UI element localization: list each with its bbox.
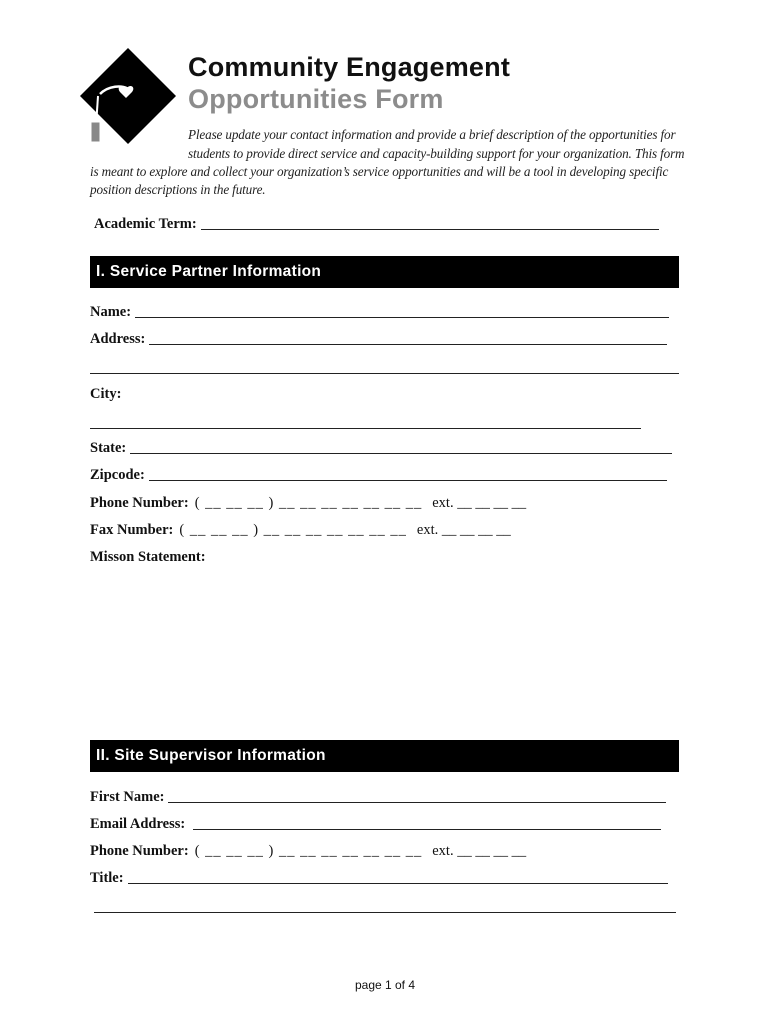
name-label: Name: — [90, 304, 132, 320]
section-site-supervisor-header: II. Site Supervisor Information — [90, 740, 679, 772]
academic-term-field[interactable] — [201, 228, 659, 230]
academic-term-row — [94, 216, 659, 233]
intro-line-3: is meant to explore and collect your organization’s service opportunities and will be a tool in developing specific — [90, 164, 669, 179]
state-row — [90, 440, 672, 457]
title-row — [90, 870, 668, 887]
zipcode-field[interactable] — [149, 479, 667, 481]
name-row — [90, 304, 669, 321]
mission-textarea[interactable] — [90, 572, 679, 732]
intro-line-4: position descriptions in the future. — [90, 182, 266, 197]
zipcode-label: Zipcode: — [90, 467, 145, 483]
address-field[interactable] — [149, 343, 667, 345]
email-row — [90, 816, 661, 833]
phone-field[interactable]: ( __ __ __ ) __ __ __ __ __ __ __ — [194, 495, 423, 511]
logo-graduation-heart-icon — [78, 46, 178, 146]
mission-label: Misson Statement: — [90, 549, 206, 565]
email-label: Email Address: — [90, 816, 186, 832]
supervisor-phone-ext-field[interactable]: ext. __ __ __ __ — [432, 843, 527, 859]
city-field[interactable] — [90, 428, 641, 429]
phone-ext-field[interactable]: ext. __ __ __ __ — [432, 495, 527, 511]
email-field[interactable] — [193, 828, 661, 830]
academic-term-label: Academic Term: — [94, 216, 197, 232]
state-field[interactable] — [130, 452, 672, 454]
page-subtitle: Opportunities Form — [188, 84, 444, 114]
supervisor-phone-field[interactable]: ( __ __ __ ) __ __ __ __ __ __ __ — [194, 843, 423, 859]
section-service-partner-header: I. Service Partner Information — [90, 256, 679, 288]
fax-ext-field[interactable]: ext. __ __ __ __ — [416, 522, 511, 538]
title-line-2-field[interactable] — [94, 912, 676, 913]
first-name-row — [90, 789, 666, 806]
address-row — [90, 331, 667, 348]
fax-row — [90, 522, 511, 539]
supervisor-phone-label: Phone Number: — [90, 843, 189, 859]
supervisor-phone-row — [90, 843, 526, 860]
address-line-2-field[interactable] — [90, 373, 679, 374]
zipcode-row — [90, 467, 667, 484]
city-row — [90, 386, 121, 403]
mission-row — [90, 549, 206, 566]
phone-label: Phone Number: — [90, 495, 189, 511]
page-number: page 1 of 4 — [354, 978, 416, 992]
name-field[interactable] — [135, 316, 669, 318]
first-name-field[interactable] — [168, 801, 666, 803]
intro-line-2: students to provide direct service and capacity-building support for your organization. This form — [188, 146, 685, 161]
phone-row — [90, 495, 526, 512]
state-label: State: — [90, 440, 127, 456]
address-label: Address: — [90, 331, 146, 347]
fax-label: Fax Number: — [90, 522, 174, 538]
city-label: City: — [90, 386, 122, 402]
title-field[interactable] — [128, 882, 668, 884]
fax-field[interactable]: ( __ __ __ ) __ __ __ __ __ __ __ — [179, 522, 407, 538]
first-name-label: First Name: — [90, 789, 165, 805]
intro-line-1: Please update your contact information and provide a brief description of the opportunities for — [188, 127, 676, 142]
page-title: Community Engagement — [188, 52, 511, 82]
title-label: Title: — [90, 870, 124, 886]
